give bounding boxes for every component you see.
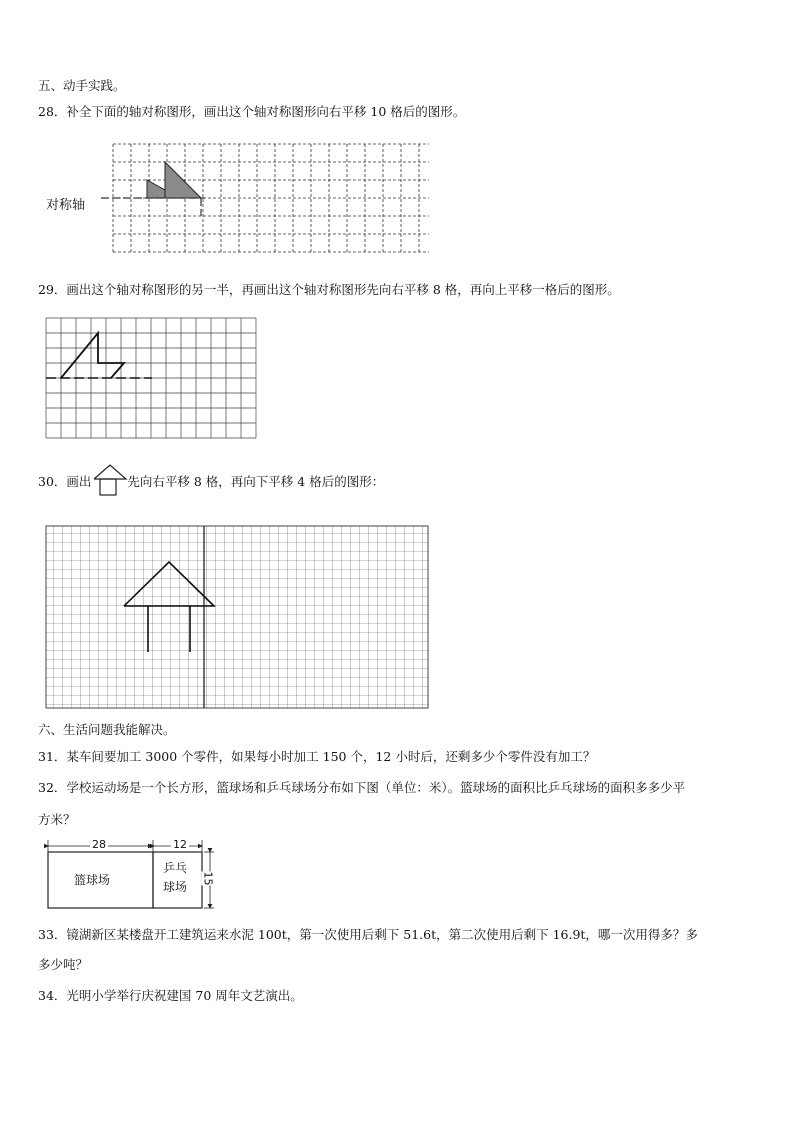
question-30-text bbox=[38, 474, 384, 490]
question-31-text: 31．某车间要加工 3000 个零件，如果每小时加工 150 个，12 小时后，还剩多少个零件没有加工？ bbox=[38, 749, 596, 764]
question-33-text-line-2: 多少吨？ bbox=[38, 957, 89, 972]
dim-label-basketball-width: 28 bbox=[92, 838, 106, 851]
question-34-text: 34．光明小学举行庆祝建国 70 周年文艺演出。 bbox=[38, 988, 303, 1003]
house-shape-icon bbox=[92, 463, 132, 499]
question-33-text-line-1: 33．镜湖新区某楼盘开工建筑运来水泥 100t，第一次使用后剩下 51.6t，第二次使用后剩下 16.9t，哪一次用得多？多 bbox=[38, 927, 698, 942]
symmetry-axis-label: 对称轴 bbox=[46, 198, 86, 213]
question-29-text: 29．画出这个轴对称图形的另一半，再画出这个轴对称图形先向右平移 8 格，再向上平移一格后的图形。 bbox=[38, 282, 620, 297]
q29-grid-figure bbox=[44, 316, 258, 440]
q30-grid bbox=[46, 526, 428, 708]
dim-label-height: 15 bbox=[201, 871, 215, 886]
pingpong-court-label-1: 乒乓 bbox=[163, 861, 188, 875]
q32-field-diagram bbox=[44, 836, 224, 914]
q30-grid-figure bbox=[44, 524, 430, 710]
question-32-text-line-2: 方米？ bbox=[38, 812, 76, 827]
shaded-half-figure-small bbox=[147, 180, 165, 198]
question-32-text-line-1: 32．学校运动场是一个长方形，篮球场和乒乓球场分布如下图（单位：米）。篮球场的面积比乒乓球场的面积多多少平 bbox=[38, 780, 686, 795]
section-6-heading: 六、生活问题我能解决。 bbox=[38, 722, 176, 737]
pingpong-court-label-2: 球场 bbox=[163, 880, 188, 894]
basketball-court-label: 篮球场 bbox=[74, 873, 111, 887]
q30-text-before: 30．画出 bbox=[38, 474, 92, 489]
q30-text-after: 先向右平移 8 格，再向下平移 4 格后的图形： bbox=[127, 474, 385, 489]
dim-label-pingpong-width: 12 bbox=[173, 838, 187, 851]
q28-grid-figure bbox=[95, 140, 435, 260]
q29-half-figure bbox=[61, 333, 124, 378]
question-28-text: 28．补全下面的轴对称图形，画出这个轴对称图形向右平移 10 格后的图形。 bbox=[38, 104, 466, 119]
section-5-heading: 五、动手实践。 bbox=[38, 78, 126, 93]
